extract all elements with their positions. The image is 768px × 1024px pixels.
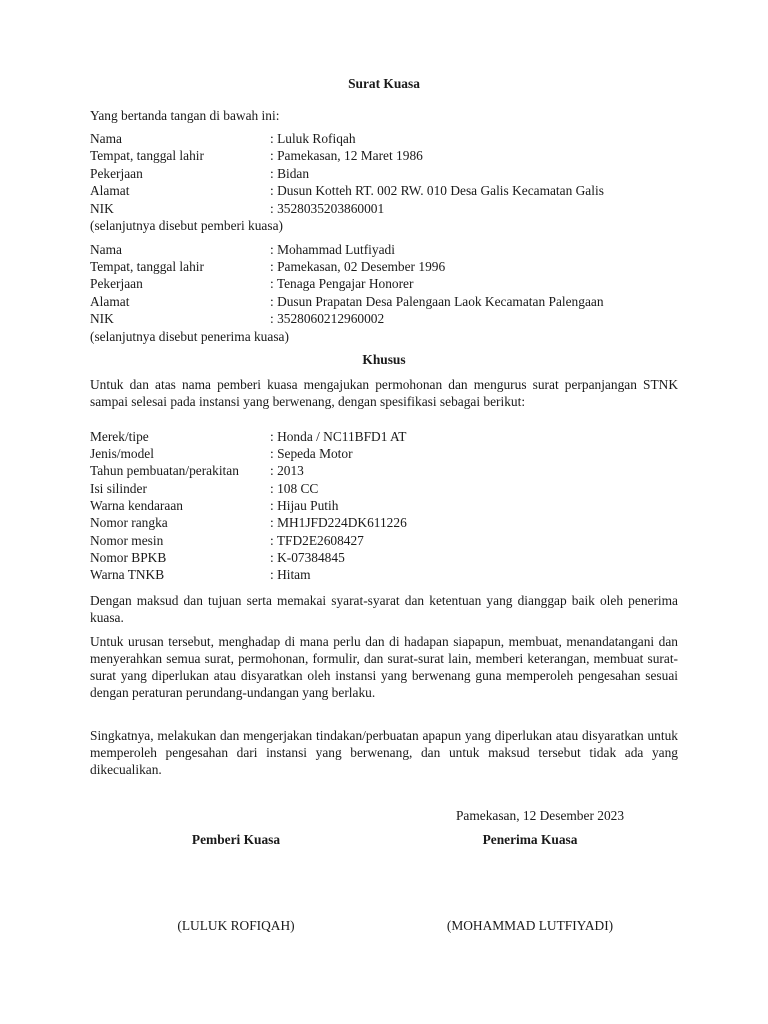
field-value: : Hitam bbox=[270, 567, 311, 582]
field-value: : Tenaga Pengajar Honorer bbox=[270, 276, 414, 291]
field-label: Warna kendaraan bbox=[90, 498, 183, 513]
field-value: : MH1JFD224DK611226 bbox=[270, 515, 407, 530]
body-paragraph: Untuk urusan tersebut, menghadap di mana perlu dan di hadapan siapapun, membuat, menandatangani dan menyerahkan semua surat, permohonan, formulir, dan surat-surat lain, memberi keterangan, membuat surat-surat yang diperlukan atau disyaratkan oleh instansi yang berwenang guna memperoleh pengesahan sesuai dengan peraturan perundang-undangan yang berlaku. bbox=[90, 634, 678, 700]
field-label: Nomor mesin bbox=[90, 533, 164, 548]
field-label: Nama bbox=[90, 242, 122, 257]
document-title: Surat Kuasa bbox=[348, 76, 420, 91]
intro-text: Yang bertanda tangan di bawah ini: bbox=[90, 108, 280, 123]
field-label: Warna TNKB bbox=[90, 567, 165, 582]
field-label: Tempat, tanggal lahir bbox=[90, 259, 204, 274]
field-value: : Dusun Kotteh RT. 002 RW. 010 Desa Galis Kecamatan Galis bbox=[270, 183, 604, 198]
field-value: : Pamekasan, 12 Maret 1986 bbox=[270, 148, 423, 163]
field-value: : 108 CC bbox=[270, 481, 319, 496]
field-label: Nama bbox=[90, 131, 122, 146]
field-label: Isi silinder bbox=[90, 481, 147, 496]
field-value: : Bidan bbox=[270, 166, 310, 181]
giver-note: (selanjutnya disebut pemberi kuasa) bbox=[90, 218, 283, 233]
field-label: Tahun pembuatan/perakitan bbox=[90, 463, 239, 478]
purpose-paragraph: Untuk dan atas nama pemberi kuasa mengajukan permohonan dan mengurus surat perpanjangan STNK sampai selesai pada instansi yang berwenang, dengan spesifikasi sebagai berikut: bbox=[90, 377, 678, 409]
giver-signature-heading: Pemberi Kuasa bbox=[191, 832, 281, 847]
place-date: Pamekasan, 12 Desember 2023 bbox=[455, 808, 625, 823]
field-label: Nomor BPKB bbox=[90, 550, 167, 565]
field-value: : Dusun Prapatan Desa Palengaan Laok Kecamatan Palengaan bbox=[270, 294, 604, 309]
receiver-note: (selanjutnya disebut penerima kuasa) bbox=[90, 329, 289, 344]
body-paragraph: Singkatnya, melakukan dan mengerjakan tindakan/perbuatan apapun yang diperlukan atau disyaratkan untuk memperoleh pengesahan dari instansi yang berwenang, dan untuk maksud tersebut tidak ada yang dikecualikan. bbox=[90, 728, 678, 777]
field-label: Alamat bbox=[90, 294, 130, 309]
section-heading: Khusus bbox=[362, 352, 406, 367]
field-value: : Hijau Putih bbox=[270, 498, 339, 513]
field-label: NIK bbox=[90, 311, 114, 326]
field-value: : Honda / NC11BFD1 AT bbox=[270, 429, 407, 444]
field-value: : TFD2E2608427 bbox=[270, 533, 364, 548]
field-label: Tempat, tanggal lahir bbox=[90, 148, 204, 163]
field-label: Nomor rangka bbox=[90, 515, 168, 530]
field-value: : Pamekasan, 02 Desember 1996 bbox=[270, 259, 446, 274]
field-value: : K-07384845 bbox=[270, 550, 345, 565]
body-paragraph: Dengan maksud dan tujuan serta memakai syarat-syarat dan ketentuan yang dianggap baik oleh penerima kuasa. bbox=[90, 593, 678, 625]
field-value: : 2013 bbox=[270, 463, 304, 478]
giver-signature-name: (LULUK ROFIQAH) bbox=[177, 918, 295, 933]
field-value: : Luluk Rofiqah bbox=[270, 131, 356, 146]
receiver-signature-name: (MOHAMMAD LUTFIYADI) bbox=[446, 918, 614, 933]
field-label: Pekerjaan bbox=[90, 276, 143, 291]
field-label: Jenis/model bbox=[90, 446, 154, 461]
field-label: Pekerjaan bbox=[90, 166, 143, 181]
field-value: : Sepeda Motor bbox=[270, 446, 353, 461]
field-value: : 3528060212960002 bbox=[270, 311, 385, 326]
field-label: Merek/tipe bbox=[90, 429, 149, 444]
field-value: : Mohammad Lutfiyadi bbox=[270, 242, 395, 257]
field-label: Alamat bbox=[90, 183, 130, 198]
field-label: NIK bbox=[90, 201, 114, 216]
receiver-signature-heading: Penerima Kuasa bbox=[482, 832, 578, 847]
field-value: : 3528035203860001 bbox=[270, 201, 385, 216]
